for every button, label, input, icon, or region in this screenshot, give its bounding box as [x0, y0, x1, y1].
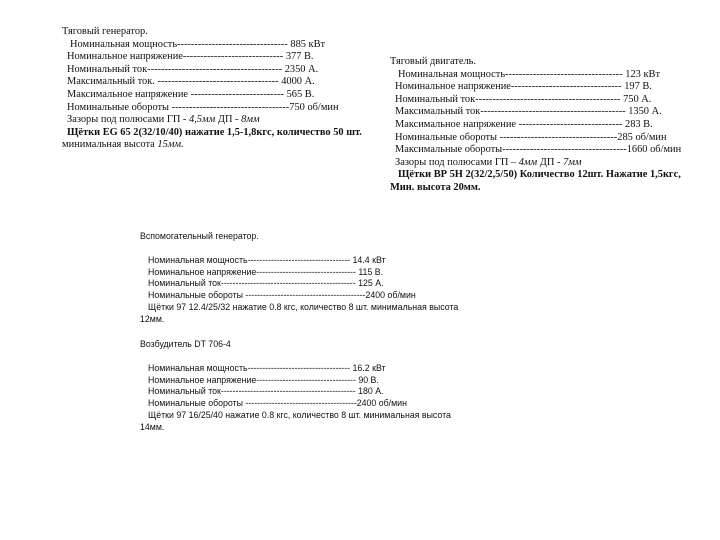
spec-row: Номинальные обороты ----------------------------------750 об/мин: [67, 101, 339, 113]
pole-gap-gp: 4мм: [518, 156, 538, 168]
spec-row: Номинальный ток------------------------------------------ 750 А.: [395, 93, 652, 105]
spec-row: Номинальный ток---------------------------------------------- 125 А.: [148, 278, 384, 289]
min-height: [62, 139, 362, 152]
pole-gap-dp: 8мм: [241, 114, 260, 126]
spec-row: Максимальное напряжение ------------------------------ 283 В.: [395, 118, 653, 130]
min-height-value: 15мм.: [157, 139, 184, 151]
traction-motor-title: Тяговый двигатель.: [390, 56, 477, 67]
min-height: Мин. высота 20мм.: [390, 181, 481, 193]
pole-gaps-prefix: Зазоры под полюсами ГП –: [395, 156, 519, 168]
pole-gaps-prefix: Зазоры под полюсами ГП -: [67, 114, 189, 126]
spec-row: Номинальное напряжение---------------------------------- 115 В.: [148, 266, 384, 277]
spec-row: Максимальный ток------------------------------------------ 1350 А.: [395, 106, 662, 118]
aux-generator-title: Вспомогательный генератор.: [140, 231, 259, 241]
pole-gaps: [390, 157, 681, 170]
spec-row: Номинальные обороты -----------------------------------------2400 об/мин: [148, 290, 416, 301]
pole-gap-gp: 4,5мм: [189, 114, 216, 126]
spec-row: Номинальный ток---------------------------------------------- 180 А.: [148, 386, 384, 397]
spec-row: Номинальное напряжение---------------------------------- 90 В.: [148, 374, 379, 385]
brushes-spec: Щётки ВР 5Н 2(32/2,5/50) Количество 12шт. Нажатие 1,5кгс,: [398, 169, 681, 181]
brushes-spec: Щётки EG 65 2(32/10/40) нажатие 1,5-1,8кгс, количество 50 шт.: [67, 126, 362, 138]
min-height-prefix: минимальная высота: [62, 139, 158, 151]
spec-row: Номинальные обороты --------------------------------------2400 об/мин: [148, 398, 407, 409]
spec-row: Номинальное напряжение-------------------------------- 197 В.: [395, 81, 652, 93]
brushes-spec: Щётки 97 16/25/40 нажатие 0.8 кгс, количество 8 шт. минимальная высота: [148, 409, 451, 420]
spec-row: Номинальный ток--------------------------------------- 2350 А.: [67, 63, 319, 75]
spec-row: Номинальная мощность----------------------------------- 16.2 кВт: [148, 362, 386, 373]
exciter-title: Возбудитель DT 706-4: [140, 339, 231, 349]
brushes-spec: Щётки 97 12.4/25/32 нажатие 0.8 кгс, количество 8 шт. минимальная высота: [148, 301, 459, 312]
exciter-section: [140, 339, 451, 434]
aux-generator-section: [140, 231, 458, 326]
pole-gaps: [62, 114, 362, 127]
spec-row: Номинальное напряжение----------------------------- 377 В.: [67, 51, 314, 63]
spec-row: Номинальная мощность-------------------------------- 885 кВт: [70, 38, 326, 50]
min-height: 14мм.: [140, 421, 165, 432]
spec-row: Номинальная мощность---------------------------------- 123 кВт: [398, 68, 660, 80]
pole-gaps-mid: ДП -: [215, 114, 242, 126]
traction-generator-section: [62, 26, 362, 152]
min-height: 12мм.: [140, 313, 165, 324]
spec-row: Максимальное напряжение --------------------------- 565 В.: [67, 88, 315, 100]
spec-row: Номинальные обороты ----------------------------------285 об/мин: [395, 131, 667, 143]
traction-motor-section: [390, 56, 681, 195]
spec-row: Максимальные обороты------------------------------------1660 об/мин: [395, 144, 682, 156]
spec-row: Номинальная мощность----------------------------------- 14.4 кВт: [148, 254, 386, 265]
traction-generator-title: Тяговый генератор.: [62, 26, 148, 37]
pole-gaps-mid: ДП -: [537, 156, 564, 168]
pole-gap-dp: 7мм: [563, 156, 582, 168]
spec-row: Максимальный ток. ----------------------------------- 4000 А.: [67, 76, 315, 88]
